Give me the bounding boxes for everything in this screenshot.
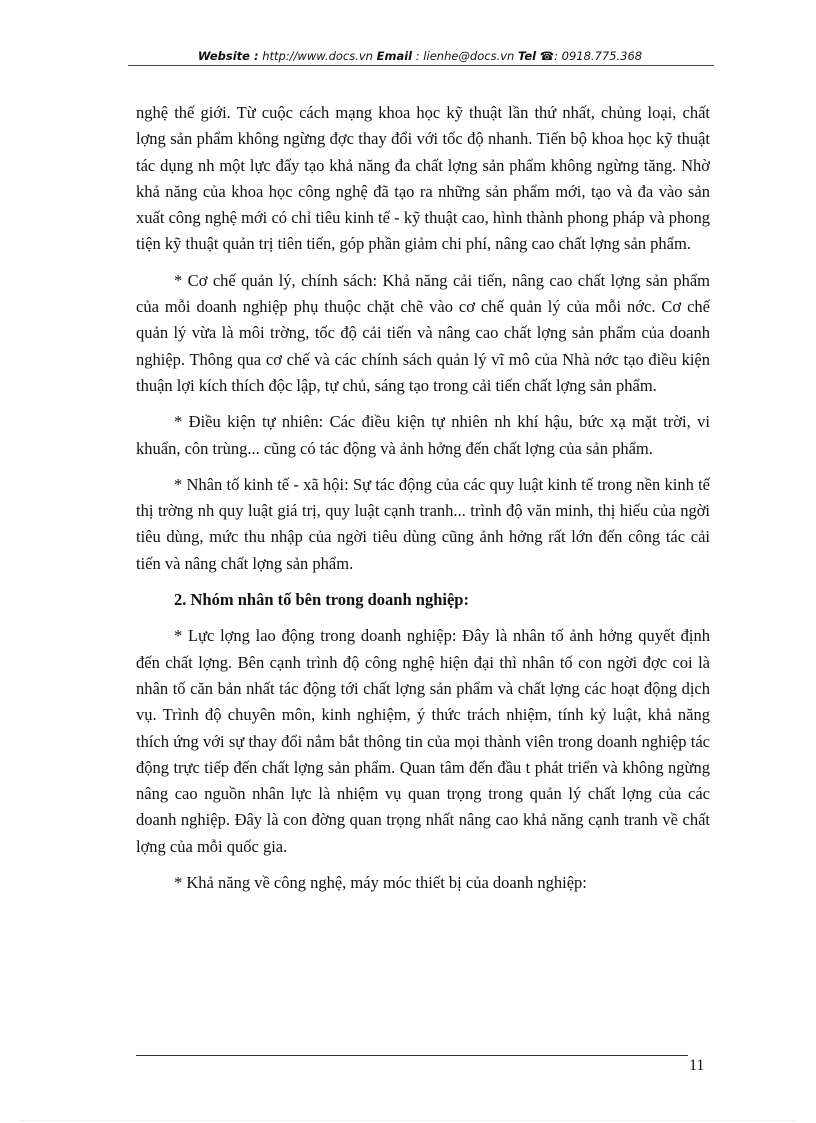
page-header [130, 49, 710, 63]
email-label: Email [376, 49, 413, 63]
website-url[interactable]: http://www.docs.vn [262, 49, 373, 63]
page-number: 11 [689, 1057, 705, 1074]
paragraph-3: * Điều kiện tự nhiên: Các điều kiện tự nhiên nh khí hậu, bức xạ mặt trời, vi khuẩn, côn trùng... cũng có tác động và ảnh hởng đến chất lợng của sản phẩm. [136, 412, 710, 458]
header-rule [128, 65, 714, 66]
website-label: Website : [197, 49, 259, 63]
email-value[interactable]: : lienhe@docs.vn [415, 49, 515, 63]
paragraph-4: * Nhân tố kinh tế - xã hội: Sự tác động của các quy luật kinh tế trong nền kinh tế thị trờng nh quy luật giá trị, quy luật cạnh tranh... trình độ văn minh, thị hiếu của ngời tiêu dùng, mức thu nhập của ngời tiêu dùng cũng ảnh hởng rất lớn đến công tác cải tiến và nâng chất lợng sản phẩm. [136, 474, 710, 573]
paragraph-2: * Cơ chế quản lý, chính sách: Khả năng cải tiến, nâng cao chất lợng sản phẩm của mỗi doanh nghiệp phụ thuộc chặt chẽ vào cơ chế quản lý của mỗi nớc. Cơ chế quản lý vừa là môi trờng, tốc độ cải tiến và nâng cao chất lợng sản phẩm của doanh nghiệp. Thông qua cơ chế và các chính sách quản lý vĩ mô của Nhà nớc tạo điều kiện thuận lợi kích thích độc lập, tự chủ, sáng tạo trong cải tiến chất lợng sản phẩm. [136, 270, 710, 395]
paragraph-5: * Lực lợng lao động trong doanh nghiệp: Đây là nhân tố ảnh hởng quyết định đến chất lợng. Bên cạnh trình độ công nghệ hiện đại thì nhân tố con ngời đợc coi là nhân tố căn bản nhất tác động tới chất lợng sản phẩm và chất lợng các hoạt động dịch vụ. Trình độ chuyên môn, kinh nghiệm, ý thức trách nhiệm, tính kỷ luật, khả năng thích ứng với sự thay đổi nắm bắt thông tin của mọi thành viên trong doanh nghiệp tác động trực tiếp đến chất lợng sản phẩm. Quan tâm đến đầu t phát triển và không ngừng nâng cao nguồn nhân lực là nhiệm vụ quan trọng trong quản lý chất lợng của các doanh nghiệp. Đây là con đờng quan trọng nhất nâng cao khả năng cạnh tranh về chất lợng của mỗi quốc gia. [136, 626, 710, 856]
section-heading: 2. Nhóm nhân tố bên trong doanh nghiệp: [174, 590, 469, 610]
tel-label: Tel [518, 49, 537, 63]
document-body [136, 100, 710, 906]
tel-value: : 0918.775.368 [554, 49, 643, 63]
phone-icon: ☎ [539, 49, 555, 63]
paragraph-1: nghệ thế giới. Từ cuộc cách mạng khoa học kỹ thuật lần thứ nhất, chủng loại, chất lợng sản phẩm không ngừng đợc thay đổi với tốc độ nhanh. Tiến bộ khoa học kỹ thuật tác dụng nh một lực đẩy tạo khả năng đa chất lợng sản phẩm không ngừng tăng. Nhờ khả năng của khoa học công nghệ đã tạo ra những sản phẩm mới, tạo và đa vào sản xuất công nghệ mới có chỉ tiêu kinh tế - kỹ thuật cao, hình thành phong pháp và phong tiện kỹ thuật quản trị tiên tiến, góp phần giảm chi phí, nâng cao chất lợng sản phẩm. [136, 103, 710, 254]
footer-rule [136, 1055, 688, 1056]
paragraph-6: * Khả năng về công nghệ, máy móc thiết bị của doanh nghiệp: [174, 873, 587, 893]
page-bottom-border [20, 1120, 796, 1121]
